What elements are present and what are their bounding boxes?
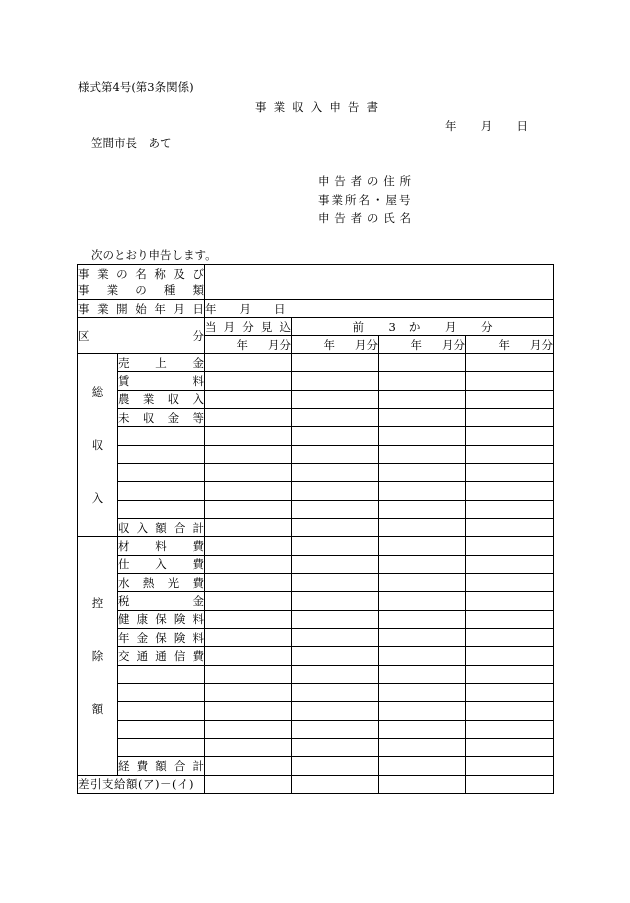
income-row [78,372,554,390]
prior-month-amount-cell [379,665,466,683]
income-item-blank [118,482,205,500]
income-row [78,463,554,481]
prior-month-amount-cell [292,775,379,793]
income-item-blank [118,445,205,463]
current-month-amount-cell [205,555,292,573]
prior-month-amount-cell [466,573,554,591]
prior-month-amount-cell [466,775,554,793]
current-month-amount-cell [205,518,292,536]
current-month-amount-cell [205,720,292,738]
prior-month-amount-cell [379,372,466,390]
deduction-row [78,647,554,665]
deduction-row [78,610,554,628]
income-row [78,482,554,500]
applicant-address-label: 申 告 者 の 住 所 [318,174,411,188]
period-header [292,336,379,354]
prior-month-amount-cell [379,427,466,445]
prior-month-amount-cell [466,482,554,500]
deduction-item-health-insurance: 健 康 保 険 料 [118,610,205,628]
current-month-amount-cell [205,683,292,701]
income-row [78,427,554,445]
deduction-item-transport-communication: 交 通 通 信 費 [118,647,205,665]
current-month-amount-cell [205,647,292,665]
income-row [78,408,554,426]
income-group-label [78,354,118,537]
deduction-row [78,720,554,738]
current-month-amount-cell [205,500,292,518]
business-name-type-field [205,265,554,300]
applicant-name-label: 申 告 者 の 氏 名 [318,211,411,225]
current-month-amount-cell [205,628,292,646]
prior-month-amount-cell [379,463,466,481]
prior-month-amount-cell [466,445,554,463]
prior-month-amount-cell [466,702,554,720]
date-day-label: 日 [516,119,528,133]
current-month-amount-cell [205,372,292,390]
current-month-amount-cell [205,427,292,445]
deduction-row [78,592,554,610]
deduction-item-blank [118,683,205,701]
deduction-row [78,702,554,720]
prior-month-amount-cell [292,592,379,610]
deduction-item-purchases: 仕 入 費 [118,555,205,573]
prior-month-amount-cell [292,573,379,591]
prior-month-amount-cell [379,408,466,426]
income-item-agriculture: 農 業 収 入 [118,390,205,408]
prior-month-amount-cell [292,463,379,481]
prior-month-amount-cell [292,427,379,445]
current-month-amount-cell [205,537,292,555]
period-month-label: 月分 [355,337,378,352]
business-row [78,265,554,300]
deduction-row [78,665,554,683]
period-header [205,336,292,354]
net-amount-label: 差引支給額(ア)－(イ) [78,775,205,793]
prior-month-amount-cell [466,372,554,390]
prior-month-amount-cell [466,738,554,756]
prior-three-months-header [292,318,554,336]
current-month-amount-cell [205,592,292,610]
prior-month-amount-cell [379,537,466,555]
period-year-label: 年 [498,337,510,352]
business-name-label: 事業所名・屋号 [318,193,413,207]
income-group-char: 収 [91,438,104,453]
period-month-label: 月分 [442,337,465,352]
income-item-rent: 賃 料 [118,372,205,390]
start-date-row [78,300,554,318]
prior-month-amount-cell [379,720,466,738]
deduction-item-blank [118,738,205,756]
income-total-row [78,518,554,536]
prior-month-amount-cell [292,445,379,463]
deduction-group-char: 額 [91,701,104,716]
current-month-amount-cell [205,390,292,408]
current-month-amount-cell [205,408,292,426]
prior-month-amount-cell [466,628,554,646]
prior-month-amount-cell [292,757,379,775]
net-amount-row [78,775,554,793]
start-date-field [205,300,554,318]
document-title: 事 業 収 入 申 告 書 [255,100,378,114]
date-year-label: 年 [445,119,457,133]
deduction-item-blank [118,665,205,683]
prior-month-amount-cell [292,702,379,720]
income-declaration-table [77,264,554,794]
current-month-amount-cell [205,463,292,481]
deduction-item-blank [118,720,205,738]
deduction-item-taxes: 税 金 [118,592,205,610]
deduction-row [78,738,554,756]
current-month-amount-cell [205,610,292,628]
prior-month-amount-cell [379,738,466,756]
prior-month-amount-cell [379,610,466,628]
period-year-label: 年 [323,337,335,352]
prior-month-amount-cell [292,683,379,701]
current-month-amount-cell [205,445,292,463]
form-number: 様式第4号(第3条関係) [78,80,194,94]
prior-month-amount-cell [379,592,466,610]
prior-month-amount-cell [292,390,379,408]
income-item-receivables: 未 収 金 等 [118,408,205,426]
prior-month-amount-cell [466,592,554,610]
prior-month-amount-cell [292,408,379,426]
prior-month-amount-cell [292,720,379,738]
deduction-item-blank [118,702,205,720]
prior-month-amount-cell [466,518,554,536]
period-header [466,336,554,354]
prior-month-amount-cell [379,647,466,665]
prior-month-amount-cell [466,647,554,665]
start-date-year: 年 [205,301,217,316]
income-item-blank [118,500,205,518]
prior-month-amount-cell [379,500,466,518]
prior-month-amount-cell [379,702,466,720]
prior-month-amount-cell [292,628,379,646]
deduction-group-label [78,537,118,775]
prior-month-amount-cell [466,683,554,701]
current-month-header: 当 月 分 見 込 [205,319,291,334]
category-header: 区 分 [78,318,205,354]
deduction-row [78,555,554,573]
prior-month-amount-cell [379,518,466,536]
prior-month-amount-cell [292,555,379,573]
prior-month-amount-cell [292,354,379,372]
deduction-group-stack [78,597,117,715]
income-item-sales: 売 上 金 [118,354,205,372]
deduction-row [78,537,554,555]
deduction-row [78,573,554,591]
prior-month-amount-cell [466,390,554,408]
income-row [78,390,554,408]
prior-month-amount-cell [292,482,379,500]
income-item-blank [118,463,205,481]
income-row [78,445,554,463]
current-month-amount-cell [205,482,292,500]
start-date-month: 月 [239,301,251,316]
prior-month-amount-cell [379,573,466,591]
submission-date [445,120,528,132]
prior-month-amount-cell [466,354,554,372]
prior-month-amount-cell [379,354,466,372]
income-row [78,354,554,372]
prior-month-amount-cell [466,408,554,426]
prior-month-amount-cell [379,775,466,793]
period-header [379,336,466,354]
business-name-label-line: 事 業 の 名 称 及 び [78,267,204,281]
current-month-amount-cell [205,354,292,372]
intro-text: 次のとおり申告します。 [91,248,217,262]
deduction-group-char: 控 [91,595,104,610]
prior-month-amount-cell [292,372,379,390]
business-name-type-label [78,265,205,300]
prior-month-amount-cell [466,463,554,481]
current-month-amount-cell [205,738,292,756]
income-item-blank [118,427,205,445]
deduction-total-row [78,757,554,775]
period-header-row [78,318,554,336]
prior-month-amount-cell [292,518,379,536]
prior-three-months-label: 前 3 か 月 分 [352,319,493,334]
prior-month-amount-cell [466,555,554,573]
prior-month-amount-cell [292,738,379,756]
current-month-amount-cell [205,665,292,683]
income-group-stack [78,386,117,504]
prior-month-amount-cell [466,720,554,738]
current-month-amount-cell [205,757,292,775]
income-group-char: 総 [91,385,104,400]
prior-month-amount-cell [292,647,379,665]
deduction-item-pension-insurance: 年 金 保 険 料 [118,628,205,646]
date-month-label: 月 [480,119,493,133]
prior-month-amount-cell [466,665,554,683]
period-month-label: 月分 [268,337,291,352]
prior-month-amount-cell [379,390,466,408]
prior-month-amount-cell [292,500,379,518]
prior-month-amount-cell [379,482,466,500]
prior-month-amount-cell [466,757,554,775]
prior-month-amount-cell [292,610,379,628]
prior-month-amount-cell [379,628,466,646]
business-type-label-line: 事 業 の 種 類 [78,283,204,297]
income-total-label: 収 入 額 合 計 [118,518,205,536]
prior-month-amount-cell [292,665,379,683]
addressee: 笠間市長 あて [91,136,172,150]
prior-month-amount-cell [379,683,466,701]
period-year-label: 年 [236,337,248,352]
period-year-label: 年 [410,337,422,352]
start-date-day: 日 [274,301,286,316]
prior-month-amount-cell [379,555,466,573]
prior-month-amount-cell [466,610,554,628]
prior-month-amount-cell [379,445,466,463]
prior-month-amount-cell [466,537,554,555]
deduction-item-materials: 材 料 費 [118,537,205,555]
deduction-group-char: 除 [91,648,104,663]
income-group-char: 入 [91,491,104,506]
prior-month-amount-cell [466,500,554,518]
current-month-amount-cell [205,702,292,720]
prior-month-amount-cell [292,537,379,555]
start-date-label: 事 業 開 始 年 月 日 [78,301,204,316]
period-month-label: 月分 [530,337,553,352]
current-month-amount-cell [205,573,292,591]
deduction-item-utilities: 水 熱 光 費 [118,573,205,591]
expense-total-label: 経 費 額 合 計 [118,757,205,775]
deduction-row [78,628,554,646]
prior-month-amount-cell [379,757,466,775]
deduction-row [78,683,554,701]
current-month-amount-cell [205,775,292,793]
income-row [78,500,554,518]
prior-month-amount-cell [466,427,554,445]
